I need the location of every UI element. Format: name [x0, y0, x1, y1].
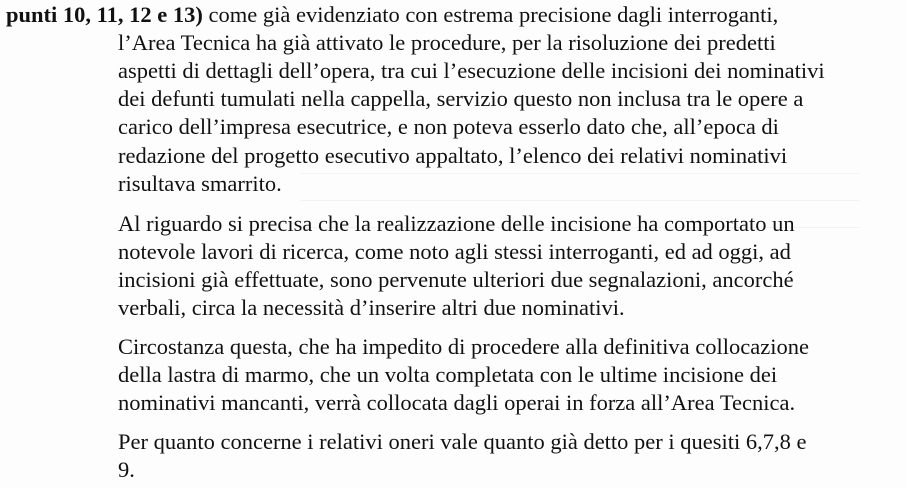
paragraph-1-line-7: risultava smarrito.: [118, 171, 282, 196]
paragraph-1-line-1-text: come già evidenziato con estrema precisione dagli interroganti,: [202, 2, 779, 27]
paragraph-1-line-6: redazione del progetto esecutivo appaltato, l’elenco dei relativi nominativi: [118, 143, 788, 168]
paragraph-1-line-1: [6, 2, 778, 28]
paragraph-2-line-3: incisioni già effettuate, sono pervenute ulteriori due segnalazioni, ancorché: [118, 267, 794, 292]
paragraph-2-line-4: verbali, circa la necessità d’inserire altri due nominativi.: [118, 295, 625, 320]
paragraph-2-line-2: notevole lavori di ricerca, come noto agli stessi interroganti, ed ad oggi, ad: [118, 239, 791, 264]
paragraph-1-line-4: dei defunti tumulati nella cappella, servizio questo non inclusa tra le opere a: [118, 86, 804, 111]
paragraph-4-line-2: 9.: [118, 457, 135, 482]
paragraph-1-line-2: l’Area Tecnica ha già attivato le procedure, per la risoluzione dei predetti: [118, 30, 776, 55]
paragraph-3-line-2: della lastra di marmo, che un volta completata con le ultime incisione dei: [118, 362, 778, 387]
paragraph-1-line-3: aspetti di dettagli dell’opera, tra cui l’esecuzione delle incisioni dei nominativi: [118, 58, 825, 83]
paragraph-3-line-1: Circostanza questa, che ha impedito di procedere alla definitiva collocazione: [118, 334, 809, 359]
paragraph-1-line-5: carico dell’impresa esecutrice, e non poteva esserlo dato che, all’epoca di: [118, 114, 779, 139]
paragraph-2-line-1: Al riguardo si precisa che la realizzazione delle incisione ha comportato un: [118, 211, 795, 236]
points-heading: punti 10, 11, 12 e 13): [6, 2, 203, 27]
paragraph-3-line-3: nominativi mancanti, verrà collocata dagli operai in forza all’Area Tecnica.: [118, 390, 796, 415]
paragraph-4-line-1: Per quanto concerne i relativi oneri vale quanto già detto per i quesiti 6,7,8 e: [118, 429, 807, 454]
